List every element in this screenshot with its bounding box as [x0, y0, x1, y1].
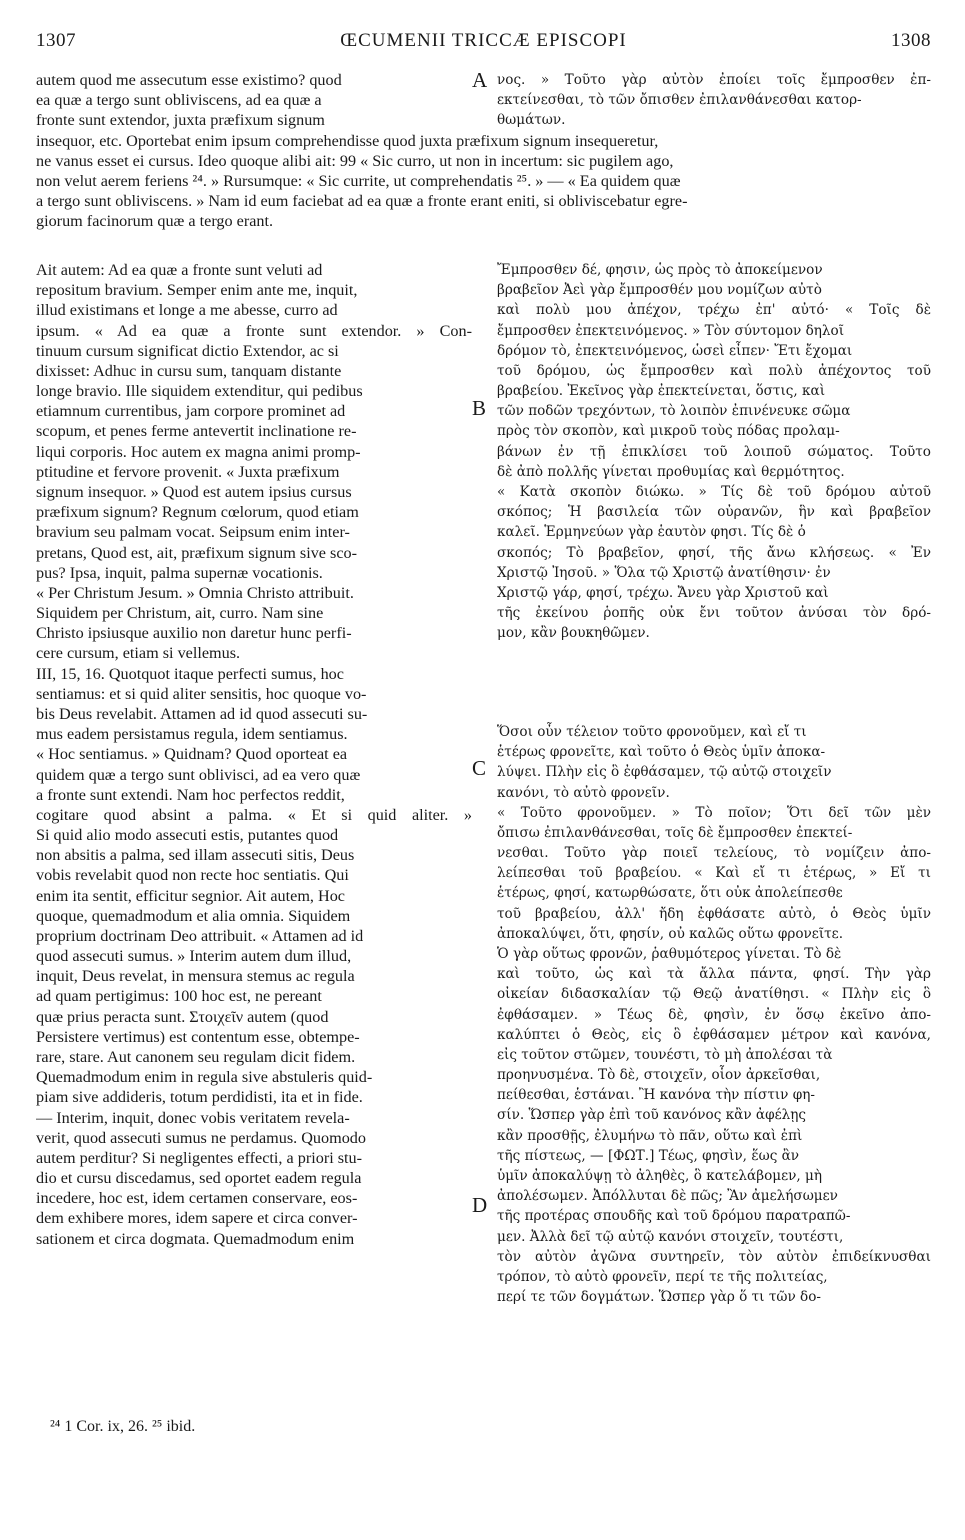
greek-column-line: προηνυσμένα. Τὸ δὲ, στοιχεῖν, οἷον ἀρκεῖσθαι,: [497, 1067, 821, 1084]
latin-column-line: enim ita sentit, efficitur segnior. Ait autem, Hoc: [36, 886, 345, 905]
latin-column-line: scopum, et penes ferme antevertit inclinatione re-: [36, 422, 357, 441]
latin-column-line: rare, stare. Aut canonem seu regulam dicit fidem.: [36, 1048, 356, 1067]
section-marker-d: D: [472, 1193, 488, 1217]
latin-column-line: inquit, Deus revelat, in mensura stemus ac regula: [36, 967, 355, 986]
latin-top-line: fronte sunt extendor, juxta præfixum signum: [36, 111, 325, 130]
latin-column-line: — Interim, inquit, donec vobis veritatem revela-: [36, 1108, 350, 1127]
greek-column-line: καλεῖ. Ἑρμηνεύων γὰρ ἑαυτὸν φησι. Τίς δὲ ὁ: [497, 524, 806, 541]
latin-column-line: vobis revelabit quod non recte hoc sentiatis. Qui: [36, 866, 349, 885]
latin-column-line: bravium seu palmam vocat. Seipsum enim inter-: [36, 523, 350, 542]
latin-column-line: Quemadmodum enim in regula sive abstuleris quid-: [36, 1068, 373, 1087]
latin-column-line: « Per Christum Jesum. » Omnia Christo attribuit.: [36, 583, 354, 602]
latin-column-line: a fronte sunt extendi. Nam hoc perfectos reddit,: [36, 785, 345, 804]
latin-top-line: ea quæ a tergo sunt obliviscens, ad ea quæ a: [36, 91, 322, 110]
greek-top-line: εκτείνεσθαι, τὸ τῶν ὄπισθεν ἐπιλανθάνεσθαι κατορ-: [497, 92, 862, 109]
greek-column-line: κἂν προσθῇς, ἐλυμήνω τὸ πᾶν, οὕτω καὶ ἐπὶ: [497, 1127, 803, 1144]
latin-top-line: insequor, etc. Oportebat enim ipsum comprehendisse quod juxta præfixum signum insequeretur,: [36, 131, 659, 150]
greek-column-line: ὄπισω ἐπιλανθάνεσθαι, τοῖς δὲ ἔμπροσθεν ἐπεκτεί-: [497, 824, 853, 841]
section-marker-c: C: [472, 756, 487, 780]
greek-column-line: καὶ πολὺ μου ἀπέχον, τρέχω ἐπ' αὐτό· « Τοῖς δὲ: [497, 302, 931, 319]
running-header: [36, 30, 931, 56]
greek-column-line: δρόμον τὸ, ἐπεκτεινόμενος, ὡσεὶ εἶπεν· Ἔτι ἔχομαι: [497, 342, 853, 359]
greek-column-line: « Τοῦτο φρονοῦμεν. » Τὸ ποῖον; Ὅτι δεῖ τῶν μὲν: [497, 804, 931, 821]
latin-column-line: cere cursum, etiam si vellemus.: [36, 644, 241, 663]
latin-column-line: Si quid alio modo assecuti estis, putantes quod: [36, 826, 339, 845]
greek-column-line: ἑτέρως φρονεῖτε, καὶ τοῦτο ὁ Θεὸς ὑμῖν ἀποκα-: [497, 744, 826, 761]
latin-column-line: Christo ipsiusque auxilio non daretur hunc perfi-: [36, 624, 352, 643]
latin-top-line: giorum facinorum quæ a tergo erant.: [36, 212, 274, 231]
greek-column-line: Ὁ γὰρ οὕτως φρονῶν, ῥαθυμότερος γίνεται. Τὸ δὲ: [497, 945, 842, 962]
latin-column-line: Siquidem per Christum, ait, curro. Nam sine: [36, 604, 324, 623]
latin-column-line: piam sive addideris, totum perdidisti, ita et in fide.: [36, 1088, 363, 1107]
greek-column-line: οἰκείαν διδασκαλίαν τῷ Θεῷ ἀνατίθησι. « Πλὴν εἰς ὃ: [497, 986, 931, 1003]
greek-column-line: περί τε τῶν δογμάτων. Ὥσπερ γὰρ ὅ τι τῶν δο-: [497, 1289, 821, 1306]
latin-column-line: tinuum cursum significat dictio Extendor, ac si: [36, 341, 339, 360]
greek-column-line: « Κατὰ σκοπὸν διώκω. » Τίς δὲ τοῦ δρόμου αὐτοῦ: [497, 483, 931, 500]
section-marker-a: A: [472, 68, 488, 92]
greek-column-line: πρὸς τὸν σκοπὸν, καὶ μικροῦ τοὺς πόδας προλαμ-: [497, 423, 840, 440]
greek-column-line: ἀποκαλύψει, ὅτι, φησίν, οὐ καλῶς οὕτω φρονεῖτε.: [497, 925, 844, 942]
latin-column-line: ipsum. « Ad ea quæ a fronte sunt extendor. » Con-: [36, 321, 472, 340]
greek-column-line: βραβείου. Ἐκεῖνος γὰρ ἐπεκτείνεται, ὅστις, καὶ: [497, 383, 826, 400]
latin-column-line: dixisset: Adhuc in cursu sum, tanquam distante: [36, 361, 342, 380]
page-number-right: 1308: [891, 30, 931, 51]
greek-column-line: Χριστῷ γάρ, φησί, τρέχω. Ἄνευ γὰρ Χριστοῦ καὶ: [497, 584, 829, 601]
latin-column-line: quæ prius peracta sunt. Στοιχεῖν autem (quod: [36, 1007, 329, 1026]
latin-column-line: III, 15, 16. Quotquot itaque perfecti sumus, hoc: [36, 664, 344, 683]
latin-column-line: autem perditur? Si negligentes effecti, a priori stu-: [36, 1148, 363, 1167]
latin-column-line: quidem quæ a tergo sunt oblivisci, ad ea vero quæ: [36, 765, 361, 784]
greek-column-line: τῆς προτέρας σπουδῆς καὶ τοῦ δρόμου παρατραπῶ-: [497, 1208, 851, 1225]
greek-column-line: Ἔμπροσθεν δέ, φησιν, ὡς πρὸς τὸ ἀποκείμενον: [497, 262, 823, 278]
running-title: ŒCUMENII TRICCÆ EPISCOPI: [340, 30, 627, 51]
latin-column-line: ptitudine et fervore provenit. « Juxta præfixum: [36, 462, 340, 481]
latin-column-line: verit, quod assecuti sumus ne perdamus. Quomodo: [36, 1128, 366, 1147]
latin-column-line: bis Deus revelabit. Attamen ad id quod assecuti su-: [36, 704, 368, 723]
latin-column-line: Persistere vertimus) est contentum esse, obtempe-: [36, 1027, 360, 1046]
greek-column-line: καλύπτει ὁ Θεὸς, εἰς ὃ ἐφθάσαμεν μέτρον καὶ κανόνα,: [497, 1026, 931, 1043]
latin-column-line: præfixum signum? Regnum cœlorum, quod etiam: [36, 503, 359, 522]
greek-column-line: τοῦ βραβείου, ἀλλ' ἤδη ἐφθάσατε αὐτὸ, ὁ Θεὸς ὑμῖν: [497, 905, 931, 922]
greek-column-line: μον, κἂν βουκηθῶμεν.: [497, 625, 650, 642]
greek-column-line: καὶ τοῦτο, ὡς καὶ τὰ ἄλλα πάντα, φησί. Τὴν γὰρ: [497, 966, 931, 983]
greek-column-line: πείθεσθαι, ἑστάναι. Ἢ κανόνα τὴν πίστιν φη-: [497, 1087, 816, 1104]
greek-column-line: μεν. Ἀλλὰ δεῖ τῷ αὐτῷ κανόνι στοιχεῖν, τουτέστι,: [497, 1228, 844, 1245]
latin-column-line: sentiamus: et si quid aliter sensitis, hoc quoque vo-: [36, 684, 367, 703]
latin-column-line: liqui corporis. Hoc autem ex magna animi promp-: [36, 442, 361, 461]
latin-column-line: proprium doctrinam Deo attribuit. « Attamen ad id: [36, 926, 364, 945]
greek-column-line: σκόπος; Ἡ βασιλεία τῶν οὐρανῶν, ἣν καὶ βραβεῖον: [497, 504, 931, 521]
section-marker-b: B: [472, 396, 487, 420]
latin-column-line: etiamnum currentibus, jam corpore prominet ad: [36, 402, 346, 421]
greek-column-line: ἀπολέσωμεν. Ἀπόλλυται δὲ πῶς; Ἂν ἀμελήσωμεν: [497, 1188, 838, 1205]
latin-column-line: incedere, hoc est, idem certamen conservare, eos-: [36, 1189, 358, 1208]
greek-column-line: Χριστῷ Ἰησοῦ. » Ὅλα τῷ Χριστῷ ἀνατίθησιν· ἐν: [497, 564, 831, 581]
greek-column-line: νεσθαι. Τοῦτο γὰρ ποιεῖ τελείους, τὸ νομίζειν ἀπο-: [497, 845, 931, 862]
latin-column-line: longe bravio. Ille siquidem extenditur, qui pedibus: [36, 382, 363, 401]
footnote: ²⁴ 1 Cor. ix, 26. ²⁵ ibid.: [50, 1418, 196, 1435]
greek-column-line: ὑμῖν ἀποκαλύψῃ τὸ ἀληθὲς, ὃ κατελάβομεν, μὴ: [497, 1167, 823, 1184]
latin-column-line: signum insequor. » Quod est autem ipsius cursus: [36, 482, 352, 501]
latin-column-line: pus? Ipsa, inquit, palma supernæ vocationis.: [36, 563, 323, 582]
greek-column-line: εἰς τοῦτον στῶμεν, τουνέστι, τὸ μὴ ἀπολέσαι τὰ: [497, 1046, 833, 1063]
greek-column-line: σίν. Ὥσπερ γὰρ ἐπὶ τοῦ κανόνος κἂν ἀφέλῃς: [497, 1107, 807, 1124]
greek-column-line: τρόπον, τὸ αὐτὸ φρονεῖν, περί τε τῆς πολιτείας,: [497, 1268, 828, 1285]
greek-column-line: κανόνι, τὸ αὐτὸ φρονεῖν.: [497, 784, 670, 801]
greek-column-line: ἑτέρως, φησί, κατωρθώσατε, ὅτι οὐκ ἀπολείπεσθε: [497, 885, 843, 902]
greek-column-line: τῆς πίστεως, — [ΦΩΤ.] Τέως, φησὶν, ἕως ἂν: [497, 1147, 800, 1164]
greek-column-line: λείπεσθαι τοῦ βραβείου. « Καὶ εἴ τι ἑτέρως, » Εἴ τι: [497, 865, 931, 882]
latin-column-line: mus eadem persistamus regula, idem sentiamus.: [36, 725, 348, 744]
latin-column-line: dem exhibere mores, idem sapere et circa conver-: [36, 1209, 358, 1228]
page-number-left: 1307: [36, 30, 76, 51]
latin-column-line: « Hoc sentiamus. » Quidnam? Quod oporteat ea: [36, 745, 348, 764]
latin-column-line: repositum bravium. Semper enim ante me, inquit,: [36, 281, 358, 300]
greek-column-line: τῶν ποδῶν τρεχόντων, τὸ λοιπὸν ἐπινένευκε σῶμα: [497, 403, 851, 420]
latin-column-line: sationem et circa dogmata. Quemadmodum enim: [36, 1229, 355, 1248]
greek-column-line: τὸν αὐτὸν ἀγῶνα συντηρεῖν, τὸν αὐτὸν ἐπιδείκνυσθαι: [497, 1248, 931, 1265]
greek-column-line: δὲ ἀπὸ πολλῆς γίνεται προθυμίας καὶ θερμότητος.: [497, 463, 845, 480]
greek-column-line: λύψει. Πλὴν εἰς ὃ ἐφθάσαμεν, τῷ αὐτῷ στοιχεῖν: [497, 764, 832, 781]
greek-column-line: σκοπός; Τὸ βραβεῖον, φησί, τῆς ἄνω κλήσεως. « Ἐν: [497, 544, 931, 561]
latin-column-line: dio et cursu discedamus, sed oportet eadem regula: [36, 1169, 362, 1188]
latin-top-line: ne vanus esset ei cursus. Ideo quoque alibi ait: 99 « Sic curro, ut non in incertum: sic pugilem ago,: [36, 151, 674, 170]
greek-column-line: τῆς ἐκείνου ῥοπῆς οὐκ ἔνι τοῦτον ἀνύσαι τὸν δρό-: [497, 605, 931, 622]
latin-top-line: a tergo sunt obliviscens. » Nam id eum faciebat ad ea quæ a fronte erant eniti, si obliviscebatur egre-: [36, 192, 688, 211]
greek-column-line: ἔμπροσθεν ἐπεκτεινόμενος. » Τὸν σύντομον δηλοῖ: [497, 322, 845, 339]
latin-column-line: cogitare quod absint a palma. « Et si quid aliter. »: [36, 805, 472, 824]
greek-column-line: βάνων ἐν τῇ ἐπικλίσει τοῦ λοιποῦ σώματος. Τοῦτο: [497, 443, 931, 460]
latin-top-line: autem quod me assecutum esse existimo? quod: [36, 71, 342, 89]
greek-column-line: Ὅσοι οὖν τέλειον τοῦτο φρονοῦμεν, καὶ εἴ τι: [497, 724, 807, 740]
latin-top-line: non velut aerem feriens ²⁴. » Rursumque: « Sic currite, ut comprehendatis ²⁵. » — « Ea quidem quæ: [36, 172, 681, 190]
greek-column-line: βραβεῖον Ἀεὶ γὰρ ἔμπροσθέν μου νομίζων αὐτὸ: [497, 282, 822, 299]
greek-column-line: ἐφθάσαμεν. » Τέως δὲ, φησὶν, ἐν ὅσῳ ἐκεῖνο ἀπο-: [497, 1006, 931, 1023]
latin-column-line: quod assecuti sumus. » Interim autem dum illud,: [36, 947, 352, 966]
greek-top-line: νος. » Τοῦτο γὰρ αὐτὸν ἐποίει τοῖς ἔμπροσθεν ἐπ-: [497, 72, 931, 88]
latin-column-line: pretans, Quod est, ait, præfixum signum sive sco-: [36, 543, 358, 562]
latin-column-line: Ait autem: Ad ea quæ a fronte sunt veluti ad: [36, 261, 323, 279]
latin-column-line: quoque, quemadmodum et alia omnia. Siquidem: [36, 906, 351, 925]
latin-column-line: ad quam pertigimus: 100 hoc est, ne pereant: [36, 987, 322, 1006]
greek-top-line: θωμάτων.: [497, 112, 566, 129]
latin-column-line: non absitis a palma, sed illam assecuti sitis, Deus: [36, 846, 355, 865]
greek-column-line: τοῦ δρόμου, ὡς ἔμπροσθεν καὶ πολὺ ἀπέχοντος τοῦ: [497, 362, 931, 379]
latin-column-line: illud existimans et longe a me abesse, curro ad: [36, 301, 338, 320]
